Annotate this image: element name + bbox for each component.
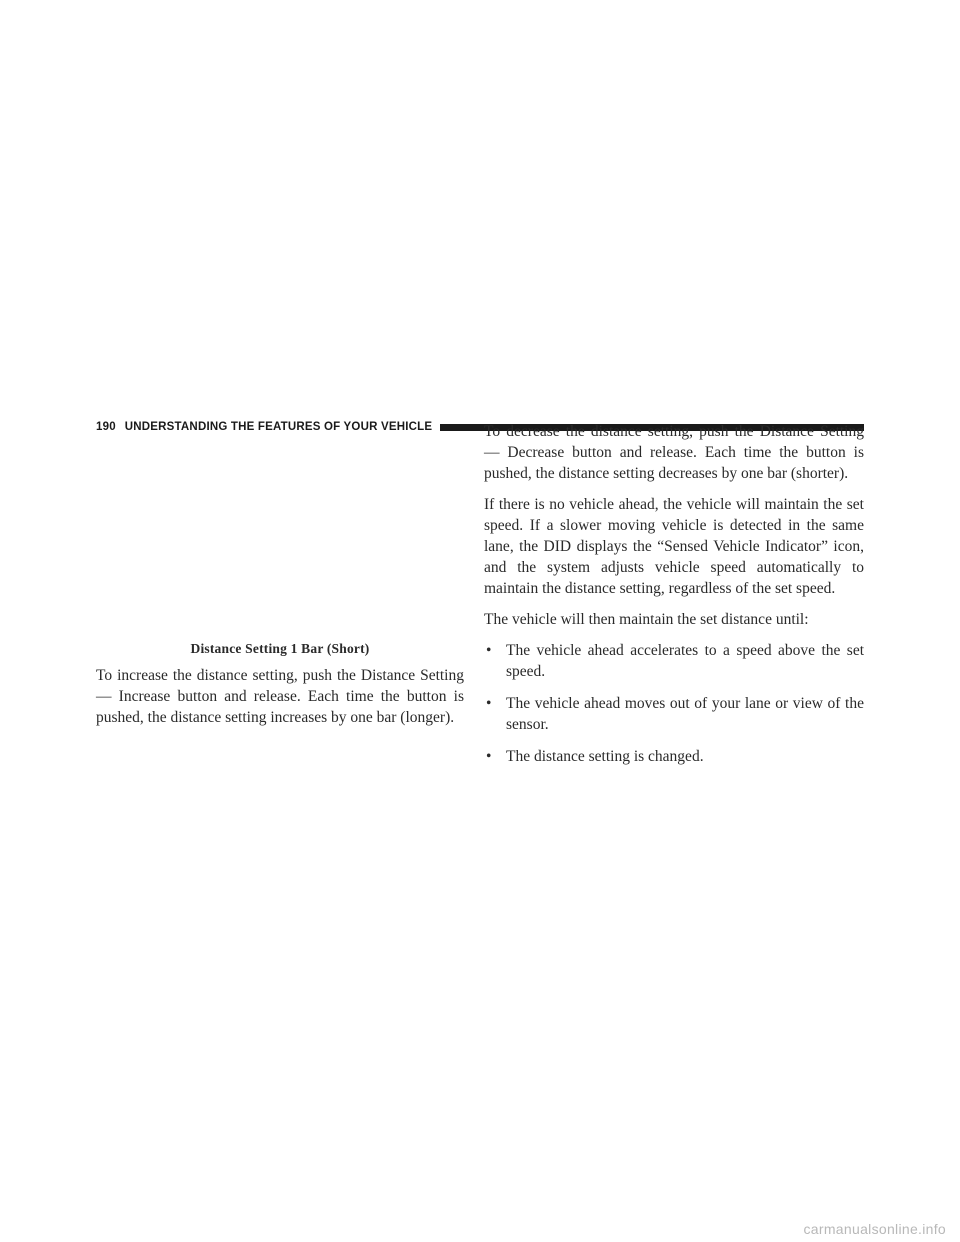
section-title: UNDERSTANDING THE FEATURES OF YOUR VEHICLE (124, 421, 433, 433)
bullet-icon: • (486, 695, 492, 712)
no-vehicle-ahead-paragraph: If there is no vehicle ahead, the vehicle will maintain the set speed. If a slower moving vehicle is detected in the same lane, the DID displays the “Sensed Vehicle Indicator” icon, and the system adjusts vehicle speed automatically to maintain the distance setting, regardless of the set speed. (484, 496, 864, 597)
list-item-text: The vehicle ahead moves out of your lane or view of the sensor. (506, 695, 864, 733)
list-item (484, 640, 864, 682)
decrease-distance-paragraph: To decrease the distance setting, push the Distance Setting — Decrease button and release. Each time the button is pushed, the distance setting decreases by one bar (shorter). (484, 423, 864, 482)
right-column (484, 421, 864, 778)
increase-distance-paragraph: To increase the distance setting, push the Distance Setting — Increase button and release. Each time the button is pushed, the distance setting increases by one bar (longer). (96, 667, 464, 726)
list-item (484, 693, 864, 735)
left-column (96, 641, 464, 728)
list-item (484, 746, 864, 767)
bullet-icon: • (486, 642, 492, 659)
figure-caption: Distance Setting 1 Bar (Short) (190, 641, 370, 656)
conditions-list (484, 640, 864, 767)
maintain-distance-intro: The vehicle will then maintain the set distance until: (484, 611, 809, 628)
page-number: 190 (96, 421, 116, 433)
bullet-icon: • (486, 748, 492, 765)
list-item-text: The vehicle ahead accelerates to a speed above the set speed. (506, 642, 864, 680)
list-item-text: The distance setting is changed. (506, 748, 704, 765)
watermark: carmanualsonline.info (803, 1221, 946, 1237)
